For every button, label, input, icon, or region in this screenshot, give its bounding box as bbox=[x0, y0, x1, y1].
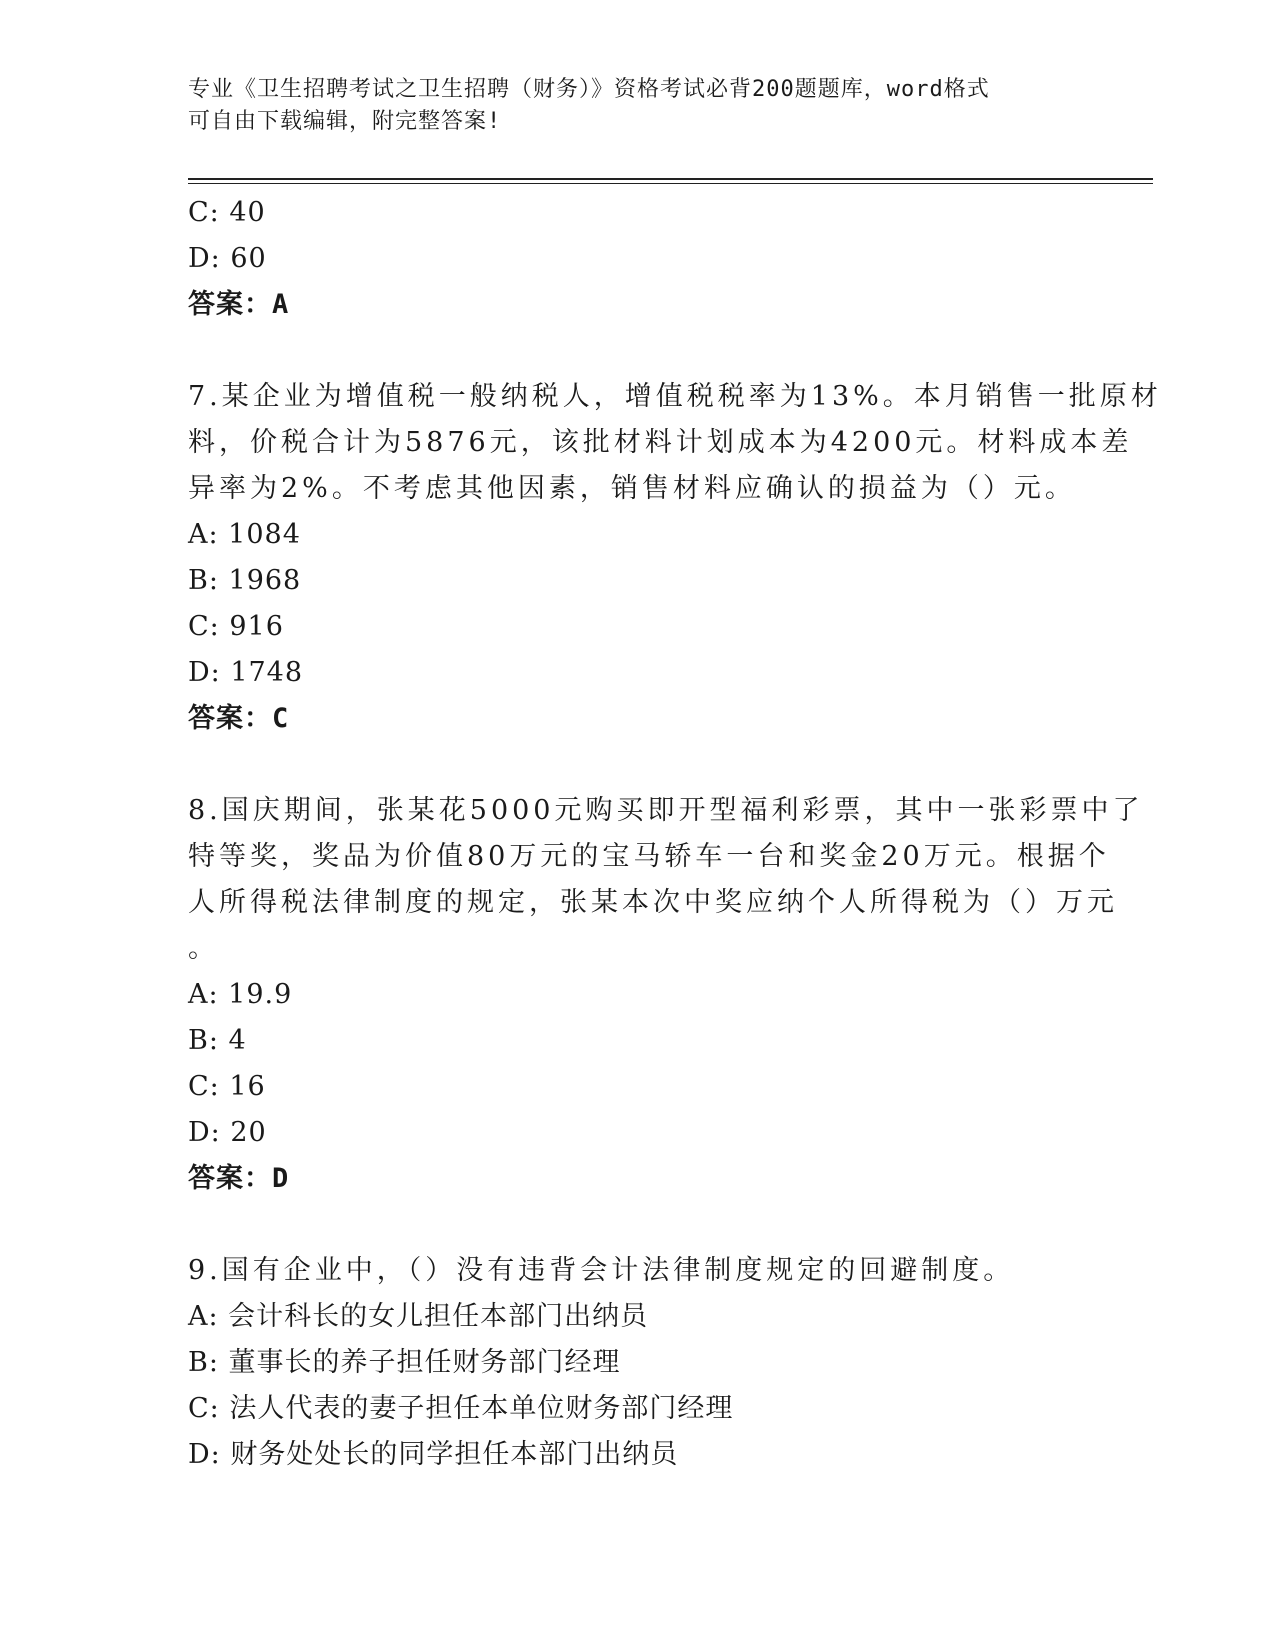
option-d: D: 1748 bbox=[188, 657, 304, 688]
question-6-tail bbox=[188, 190, 1088, 328]
option-b: B: 董事长的养子担任财务部门经理 bbox=[188, 1347, 621, 1378]
option-c: C: 法人代表的妻子担任本单位财务部门经理 bbox=[188, 1393, 734, 1424]
option-c: C: 40 bbox=[188, 197, 266, 228]
document-body bbox=[188, 190, 1162, 1478]
document-header bbox=[188, 74, 1088, 138]
option-d: D: 财务处处长的同学担任本部门出纳员 bbox=[188, 1439, 679, 1470]
option-b: B: 1968 bbox=[188, 565, 302, 596]
question-text-line: 7.某企业为增值税一般纳税人，增值税税率为13%。本月销售一批原材 bbox=[188, 381, 1162, 412]
question-text-line: 特等奖，奖品为价值80万元的宝马轿车一台和奖金20万元。根据个 bbox=[188, 841, 1110, 872]
option-b: B: 4 bbox=[188, 1025, 247, 1056]
option-a: A: 会计科长的女儿担任本部门出纳员 bbox=[188, 1301, 649, 1332]
header-line-2: 可自由下载编辑，附完整答案! bbox=[188, 109, 502, 134]
option-c: C: 16 bbox=[188, 1071, 266, 1102]
question-text-line: 异率为2%。不考虑其他因素，销售材料应确认的损益为（）元。 bbox=[188, 473, 1076, 504]
answer-line: 答案：D bbox=[188, 1163, 290, 1194]
question-text-line: 人所得税法律制度的规定，张某本次中奖应纳个人所得税为（）万元 bbox=[188, 887, 1118, 918]
answer-line: 答案：C bbox=[188, 703, 290, 734]
question-text-line: 8.国庆期间，张某花5000元购买即开型福利彩票，其中一张彩票中了 bbox=[188, 795, 1144, 826]
question-text-line: 料，价税合计为5876元，该批材料计划成本为4200元。材料成本差 bbox=[188, 427, 1133, 458]
option-c: C: 916 bbox=[188, 611, 284, 642]
option-d: D: 20 bbox=[188, 1117, 267, 1148]
question-8 bbox=[188, 788, 1144, 1202]
question-text-line: 。 bbox=[188, 933, 219, 964]
option-a: A: 19.9 bbox=[188, 979, 293, 1010]
header-divider-thin bbox=[188, 183, 1153, 184]
question-9 bbox=[188, 1248, 1088, 1478]
question-text-line: 9.国有企业中，（）没有违背会计法律制度规定的回避制度。 bbox=[188, 1255, 1015, 1286]
header-line-1: 专业《卫生招聘考试之卫生招聘（财务）》资格考试必背200题题库，word格式 bbox=[188, 77, 990, 102]
answer-line: 答案：A bbox=[188, 289, 290, 320]
header-divider-thick bbox=[188, 178, 1153, 180]
option-a: A: 1084 bbox=[188, 519, 301, 550]
question-7 bbox=[188, 374, 1162, 742]
option-d: D: 60 bbox=[188, 243, 267, 274]
